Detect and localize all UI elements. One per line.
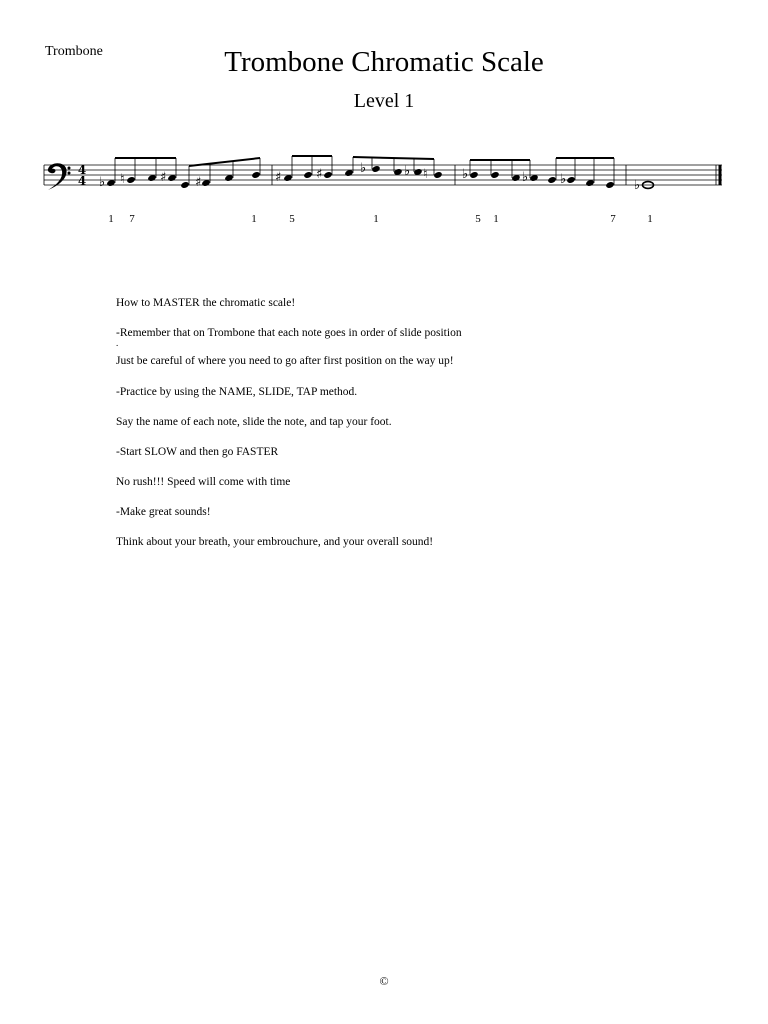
position-number: 1 — [373, 213, 379, 225]
staff-lines — [44, 165, 722, 185]
svg-text:♯: ♯ — [316, 167, 323, 182]
svg-text:♯: ♯ — [275, 170, 282, 185]
copyright-symbol: © — [379, 974, 389, 988]
svg-text:♯: ♯ — [195, 175, 202, 190]
measure-1 — [106, 157, 260, 189]
instruction-line-4: Say the name of each note, slide the note, and tap your foot. — [116, 416, 392, 428]
instruction-line-5: -Start SLOW and then go FASTER — [116, 446, 279, 458]
page-title: Trombone Chromatic Scale — [224, 46, 544, 78]
svg-text:♯: ♯ — [160, 170, 167, 185]
instruction-line-8: Think about your breath, your embrouchure, and your overall sound! — [116, 536, 434, 548]
stray-dot: . — [116, 338, 119, 348]
svg-text:♭: ♭ — [404, 164, 411, 179]
measure-3 — [469, 157, 614, 189]
instrument-label: Trombone — [45, 44, 103, 59]
position-number: 7 — [129, 213, 135, 225]
position-number: 1 — [493, 213, 499, 225]
position-number: 1 — [251, 213, 257, 225]
svg-text:♭: ♭ — [99, 175, 106, 190]
svg-text:♭: ♭ — [634, 178, 641, 193]
position-number: 7 — [610, 213, 616, 225]
svg-text:♭: ♭ — [522, 170, 529, 185]
svg-text:♭: ♭ — [360, 161, 367, 176]
position-number: 1 — [647, 213, 653, 225]
instruction-line-3: -Practice by using the NAME, SLIDE, TAP method. — [116, 386, 358, 398]
time-signature-bottom: 4 — [77, 174, 87, 188]
bass-clef-icon — [48, 163, 71, 190]
position-numbers — [108, 213, 653, 225]
svg-text:♮: ♮ — [120, 172, 125, 187]
instruction-line-7: -Make great sounds! — [116, 506, 211, 518]
instruction-line-1: -Remember that on Trombone that each note goes in order of slide position — [116, 327, 462, 339]
svg-text:♮: ♮ — [423, 167, 428, 182]
svg-text:♭: ♭ — [560, 172, 567, 187]
position-number: 1 — [108, 213, 114, 225]
instructions-heading: How to MASTER the chromatic scale! — [116, 297, 296, 309]
time-signature-top: 4 — [77, 163, 87, 177]
music-staff — [0, 140, 768, 240]
position-number: 5 — [289, 213, 295, 225]
position-number: 5 — [475, 213, 481, 225]
instructions — [116, 296, 676, 565]
time-signature — [78, 163, 86, 188]
page-subtitle: Level 1 — [353, 90, 415, 112]
instruction-line-6: No rush!!! Speed will come with time — [116, 476, 291, 488]
instruction-line-2: Just be careful of where you need to go after first position on the way up! — [116, 355, 454, 367]
svg-text:♭: ♭ — [462, 167, 469, 182]
